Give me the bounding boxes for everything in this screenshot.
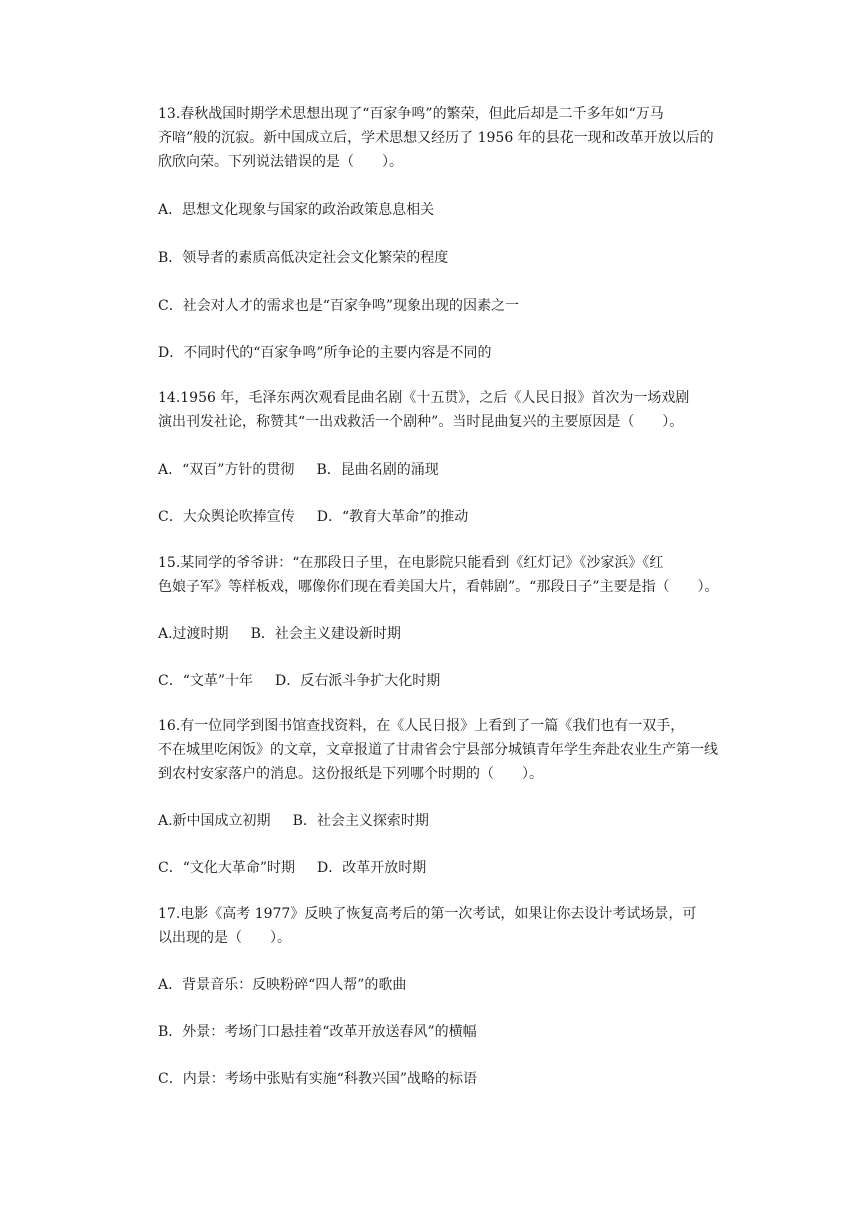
question-17-option-c	[158, 1067, 728, 1091]
question-16-stem-line: 不在城里吃闲饭》的文章，文章报道了甘肃省会宁县部分城镇青年学生奔赴农业生产第一线	[158, 742, 718, 758]
option-text: A．思想文化现象与国家的政治政策息息相关	[158, 202, 435, 218]
option-text: A．背景音乐：反映粉碎“四人帮”的歌曲	[158, 977, 407, 993]
question-13-stem-line: 欣欣向荣。下列说法错误的是（ ）。	[158, 154, 403, 170]
option-text: A．“双百”方针的贯彻	[158, 462, 295, 478]
question-13-option-a	[158, 198, 728, 222]
option-text: A.新中国成立初期	[158, 813, 271, 829]
question-14-stem-line: 演出刊发社论，称赞其“一出戏救活一个剧种”。当时昆曲复兴的主要原因是（ ）。	[158, 414, 684, 430]
question-13-stem-line: 13.春秋战国时期学术思想出现了“百家争鸣”的繁荣，但此后却是二千多年如“万马	[158, 106, 664, 122]
question-17-option-a	[158, 973, 728, 997]
question-17-stem	[158, 902, 728, 950]
question-15-stem	[158, 551, 728, 599]
question-14-options-row-2	[158, 505, 728, 529]
option-text: A.过渡时期	[158, 626, 229, 642]
option-text: B．外景：考场门口悬挂着“改革开放送春风”的横幅	[158, 1024, 477, 1040]
option-text: D．“教育大革命”的推动	[316, 509, 469, 525]
option-text: C．内景：考场中张贴有实施“科教兴国”战略的标语	[158, 1071, 478, 1087]
question-15-options-row-2	[158, 669, 728, 693]
question-13-stem-line: 齐喑”般的沉寂。新中国成立后，学术思想又经历了 1956 年的县花一现和改革开放以后的	[158, 130, 714, 146]
question-13-option-b	[158, 246, 728, 270]
question-13-stem	[158, 102, 728, 174]
option-text: D．反右派斗争扩大化时期	[275, 673, 441, 689]
question-17-stem-line: 17.电影《高考 1977》反映了恢复高考后的第一次考试，如果让你去设计考试场景，可	[158, 906, 697, 922]
option-text: B．社会主义探索时期	[292, 813, 429, 829]
question-14-options-row-1	[158, 458, 728, 482]
question-16-options-row-1	[158, 809, 728, 833]
question-15-stem-line: 色娘子军》等样板戏，哪像你们现在看美国大片，看韩剧”。“那段日子”主要是指（ ）。	[158, 579, 719, 595]
option-text: B．社会主义建设新时期	[250, 626, 401, 642]
question-13-option-d	[158, 341, 728, 365]
question-16-stem	[158, 714, 728, 786]
question-17-stem-line: 以出现的是（ ）。	[158, 930, 291, 946]
question-15-options-row-1	[158, 622, 728, 646]
option-text: C．大众舆论吹捧宣传	[158, 509, 295, 525]
question-16-stem-line: 16.有一位同学到图书馆查找资料，在《人民日报》上看到了一篇《我们也有一双手，	[158, 718, 685, 734]
option-text: C．“文革”十年	[158, 673, 254, 689]
option-text: B．领导者的素质高低决定社会文化繁荣的程度	[158, 250, 449, 266]
question-13-option-c	[158, 294, 728, 318]
question-14-stem	[158, 386, 728, 434]
question-15-stem-line: 15.某同学的爷爷讲：“在那段日子里，在电影院只能看到《红灯记》《沙家浜》《红	[158, 555, 664, 571]
option-text: D．改革开放时期	[317, 860, 427, 876]
question-16-options-row-2	[158, 856, 728, 880]
option-text: B．昆曲名剧的涌现	[316, 462, 439, 478]
option-text: D．不同时代的“百家争鸣”所争论的主要内容是不同的	[158, 345, 492, 361]
question-17-option-b	[158, 1020, 728, 1044]
option-text: C．社会对人才的需求也是“百家争鸣”现象出现的因素之一	[158, 298, 520, 314]
question-14-stem-line: 14.1956 年，毛泽东两次观看昆曲名剧《十五贯》，之后《人民日报》首次为一场戏剧	[158, 390, 690, 406]
option-text: C．“文化大革命”时期	[158, 860, 296, 876]
question-16-stem-line: 到农村安家落户的消息。这份报纸是下列哪个时期的（ ）。	[158, 766, 543, 782]
